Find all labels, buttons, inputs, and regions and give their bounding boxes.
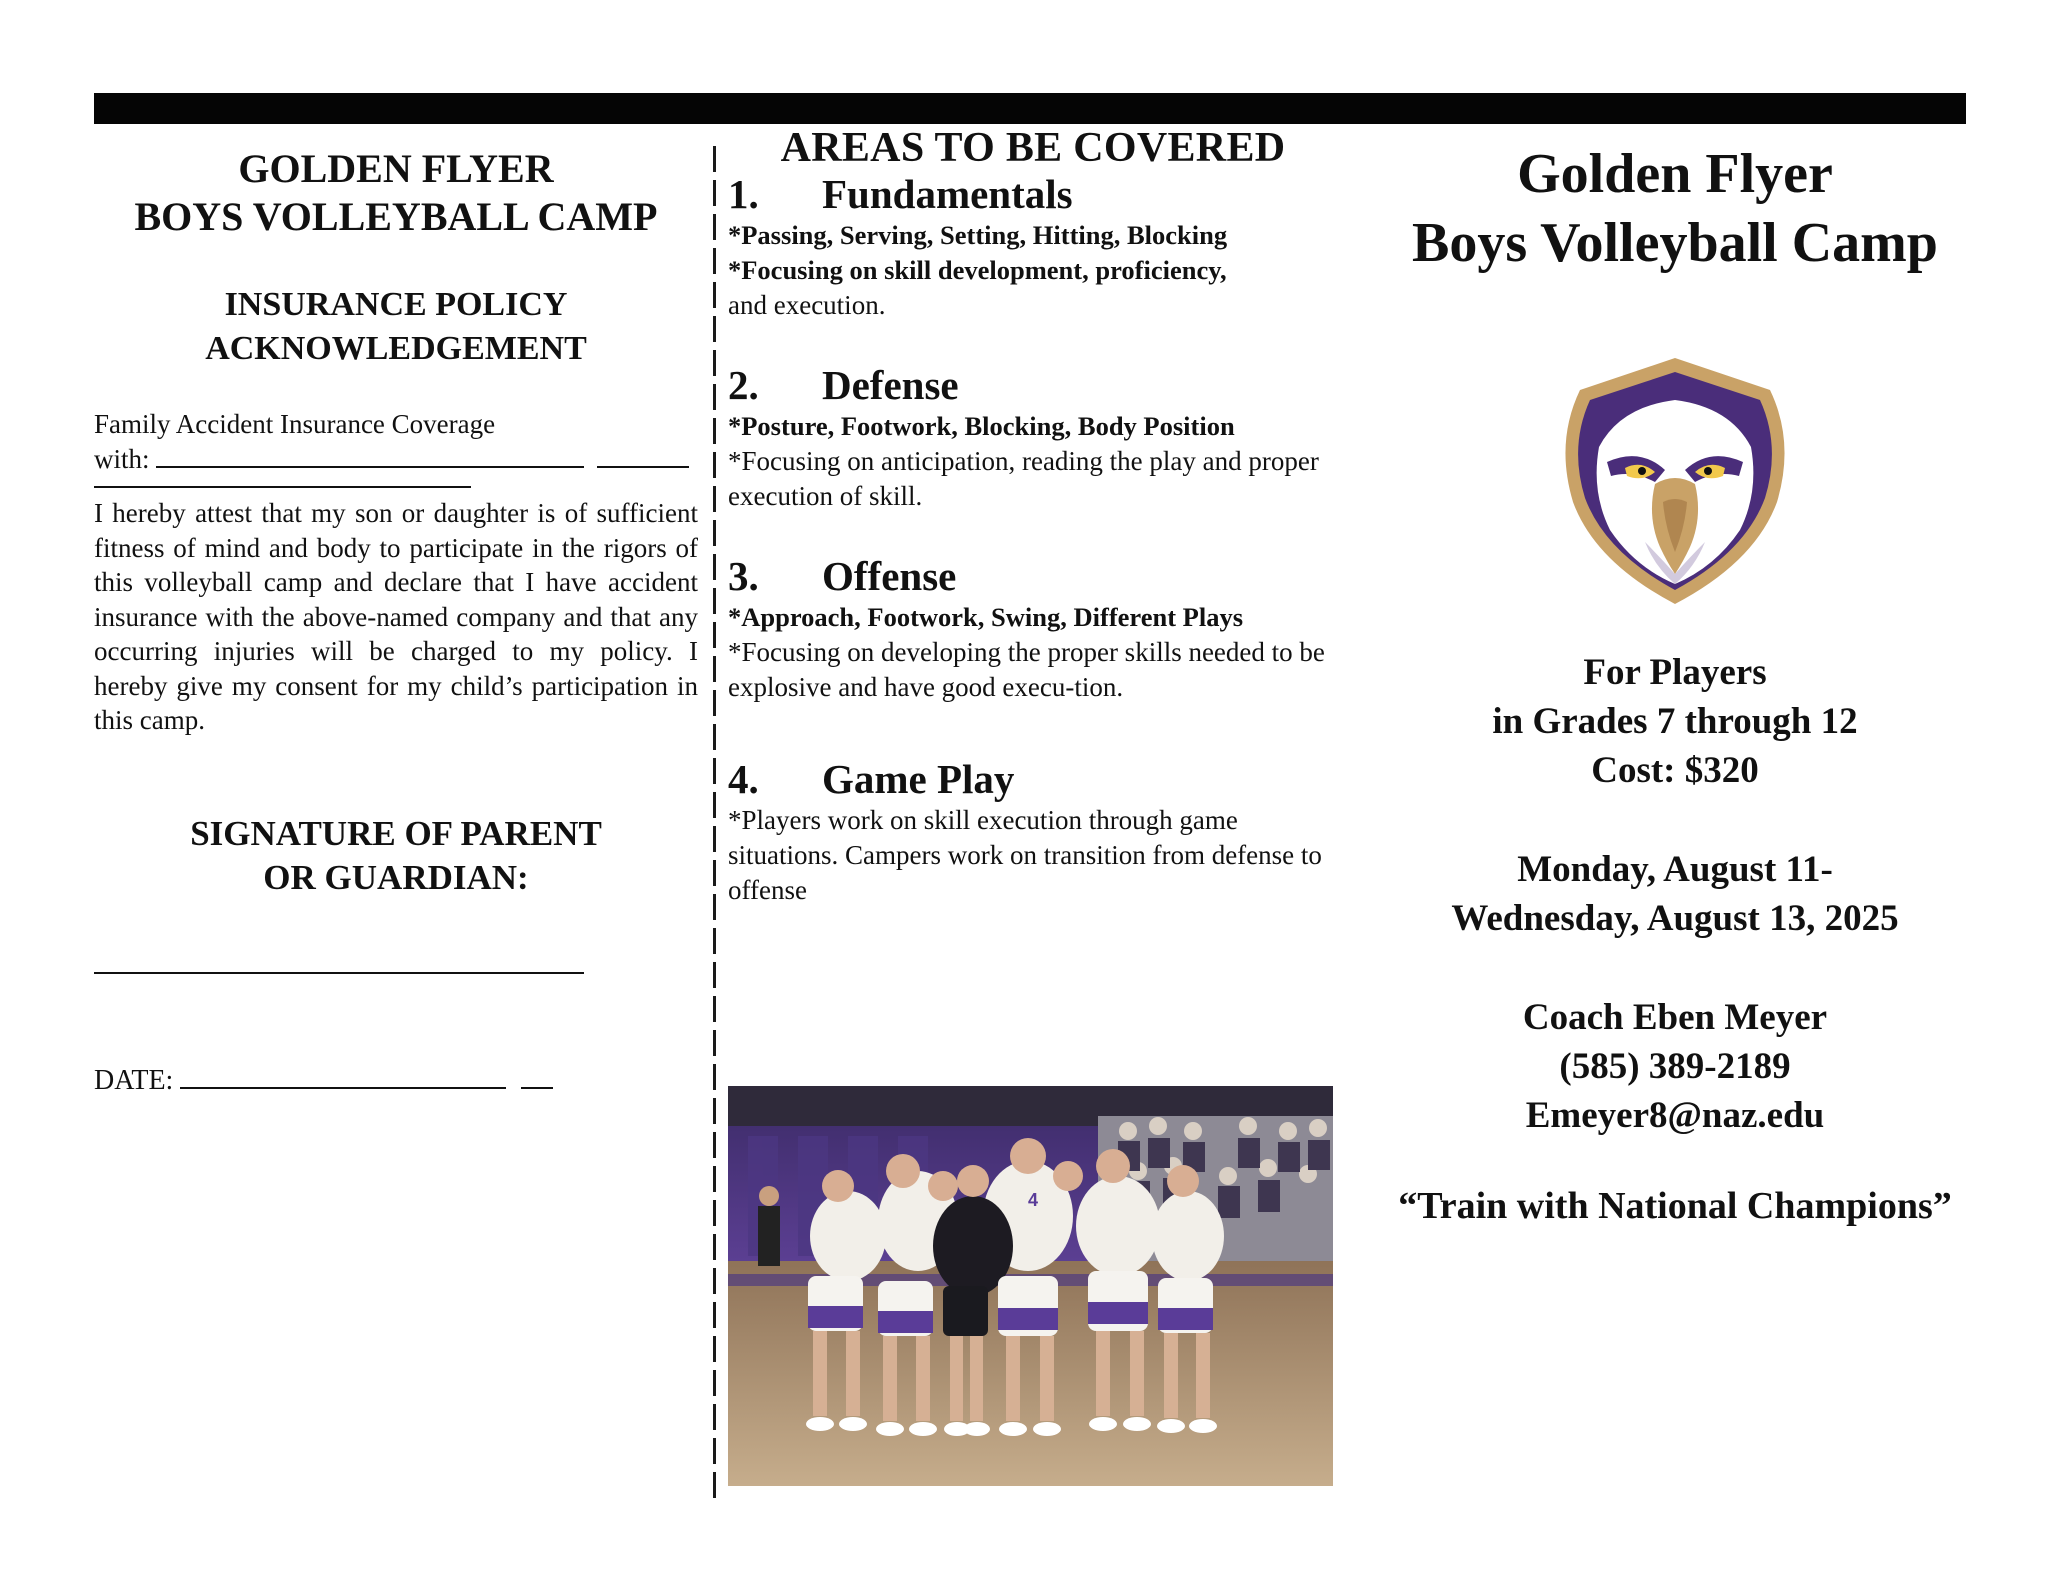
section-text: *Focusing on developing the proper skills needed to be explosive and have good execu-tion.	[728, 637, 1325, 702]
players-block	[1365, 648, 1985, 795]
section-title: Game Play	[822, 756, 1015, 802]
section-text: *Focusing on anticipation, reading the play and proper execution of skill.	[728, 446, 1319, 511]
signature-heading-line2: OR GUARDIAN:	[263, 857, 529, 897]
dates-line1: Monday, August 11-	[1517, 849, 1833, 890]
section-text: and execution.	[728, 290, 886, 320]
section-heading	[728, 361, 1338, 409]
section-text: *Players work on skill execution through game situations. Campers work on transition from defense to offense	[728, 805, 1322, 905]
tagline-quote: “Train with National Champions”	[1398, 1185, 1952, 1227]
left-panel	[94, 140, 698, 1098]
players-line2: in Grades 7 through 12	[1492, 701, 1858, 742]
date-row	[94, 1064, 698, 1099]
section-bold-line: *Passing, Serving, Setting, Hitting, Blocking	[728, 220, 1228, 250]
players-line1: For Players	[1583, 652, 1767, 693]
policy-heading-line2: ACKNOWLEDGEMENT	[205, 330, 587, 367]
eagle-logo-icon	[1545, 352, 1805, 612]
section-heading	[728, 755, 1338, 803]
right-panel	[1365, 140, 1985, 1231]
coach-email[interactable]: Emeyer8@naz.edu	[1525, 1095, 1825, 1136]
areas-title: AREAS TO BE COVERED	[780, 125, 1286, 171]
cost-line: Cost: $320	[1591, 750, 1759, 791]
coverage-with-label: with:	[94, 443, 150, 474]
section-fundamentals	[728, 170, 1338, 323]
section-game-play	[728, 755, 1338, 908]
policy-heading-line1: INSURANCE POLICY	[224, 286, 568, 323]
coach-phone: (585) 389-2189	[1559, 1046, 1791, 1087]
cover-title-line2: Boys Volleyball Camp	[1412, 212, 1938, 274]
signature-heading-line1: SIGNATURE OF PARENT	[190, 813, 602, 853]
dates-line2: Wednesday, August 13, 2025	[1451, 898, 1899, 939]
fold-divider-dashed	[713, 146, 716, 1498]
camp-title-line1: GOLDEN FLYER	[238, 146, 554, 191]
insurer-name-line[interactable]	[156, 444, 584, 468]
team-huddle-photo	[728, 1086, 1333, 1486]
section-bold-line: *Focusing on skill development, proficiency,	[728, 255, 1227, 285]
section-number: 2.	[728, 362, 759, 408]
attestation-paragraph: I hereby attest that my son or daughter is of sufficient fitness of mind and body to participate in the rigors of this volleyball camp and declare that I have accident insurance with the above-named company and that any occurring injuries will be charged to my policy. I hereby give my consent for my child’s participation in this camp.	[94, 498, 698, 735]
section-bold-line: *Posture, Footwork, Blocking, Body Position	[728, 411, 1235, 441]
section-number: 1.	[728, 171, 759, 217]
section-title: Offense	[822, 553, 957, 599]
section-bold-line: *Approach, Footwork, Swing, Different Plays	[728, 602, 1244, 632]
coverage-with-row	[94, 442, 698, 477]
signature-line[interactable]	[94, 972, 584, 974]
team-huddle-illustration	[728, 1086, 1333, 1486]
date-line[interactable]	[180, 1065, 506, 1089]
insurer-name-line-2[interactable]	[94, 476, 471, 488]
section-number: 3.	[728, 553, 759, 599]
middle-panel	[728, 125, 1338, 908]
section-defense	[728, 361, 1338, 514]
section-heading	[728, 170, 1338, 218]
cover-title-line1: Golden Flyer	[1517, 143, 1833, 205]
camp-title-line2: BOYS VOLLEYBALL CAMP	[134, 194, 658, 239]
date-line-extension[interactable]	[521, 1065, 553, 1089]
coverage-label: Family Accident Insurance Coverage	[94, 409, 496, 439]
section-heading	[728, 552, 1338, 600]
jersey-number: 4	[1028, 1190, 1039, 1210]
section-offense	[728, 552, 1338, 705]
top-black-bar	[94, 93, 1966, 124]
section-title: Fundamentals	[822, 171, 1073, 217]
coach-name: Coach Eben Meyer	[1522, 997, 1828, 1038]
section-number: 4.	[728, 756, 759, 802]
section-title: Defense	[822, 362, 959, 408]
dates-block	[1365, 845, 1985, 943]
insurer-name-line-extension[interactable]	[597, 444, 689, 468]
date-label: DATE:	[94, 1064, 174, 1096]
contact-block	[1365, 993, 1985, 1140]
